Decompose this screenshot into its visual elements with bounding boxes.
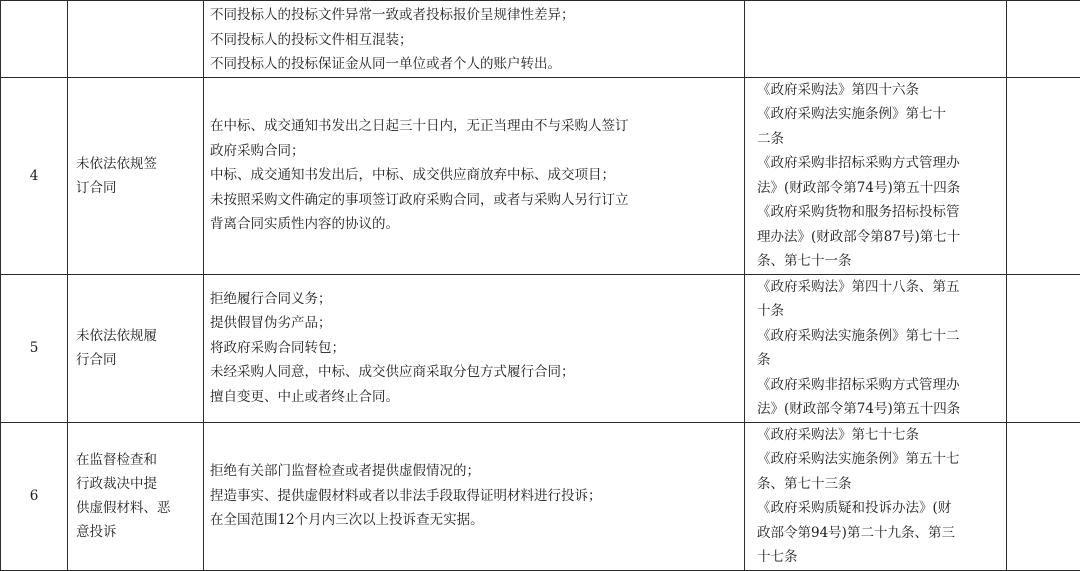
description-line: 未按照采购文件确定的事项签订政府采购合同，或者与采购人另行订立	[210, 188, 738, 213]
violation-type-cell	[68, 274, 204, 422]
description-line: 未经采购人同意，中标、成交供应商采取分包方式履行合同；	[210, 360, 738, 385]
description-line: 擅自变更、中止或者终止合同。	[210, 385, 738, 410]
legal-basis-line: 二条	[757, 127, 1002, 152]
description-line: 中标、成交通知书发出后，中标、成交供应商放弃中标、成交项目；	[210, 163, 738, 188]
violation-type-cell	[68, 422, 204, 570]
legal-basis-line: 《政府采购法》第七十七条	[757, 423, 1002, 448]
legal-basis-line: 法》(财政部令第74号)第五十四条	[757, 397, 1002, 422]
violation-type-line: 未依法依规履	[76, 324, 195, 348]
description-line: 不同投标人的投标文件异常一致或者投标报价呈规律性差异；	[210, 3, 738, 28]
violation-type-line: 供虚假材料、恶	[76, 496, 195, 520]
violation-description-cell	[204, 422, 745, 570]
legal-basis-line: 《政府采购法》第四十六条	[757, 78, 1002, 103]
violation-type-line: 订合同	[76, 176, 195, 200]
violation-type-line: 意投诉	[76, 520, 195, 544]
description-line: 在中标、成交通知书发出之日起三十日内，无正当理由不与采购人签订	[210, 114, 738, 139]
legal-basis-line: 《政府采购非招标采购方式管理办	[757, 151, 1002, 176]
legal-basis-line: 条	[757, 348, 1002, 373]
legal-basis-line: 《政府采购法实施条例》第七十	[757, 102, 1002, 127]
violation-type-line: 在监督检查和	[76, 448, 195, 472]
description-line: 拒绝履行合同义务；	[210, 287, 738, 312]
legal-basis-cell	[745, 1, 1007, 78]
violation-type-line: 行政裁决中提	[76, 472, 195, 496]
description-line: 提供假冒伪劣产品；	[210, 311, 738, 336]
row-number: 5	[30, 340, 39, 356]
remarks-cell	[1007, 274, 1080, 422]
description-line: 背离合同实质性内容的协议的。	[210, 212, 738, 237]
description-line: 不同投标人的投标文件相互混装；	[210, 28, 738, 53]
legal-basis-line: 《政府采购货物和服务招标投标管	[757, 200, 1002, 225]
table-row	[1, 1, 1080, 78]
legal-basis-line: 法》(财政部令第74号)第五十四条	[757, 176, 1002, 201]
legal-basis-line: 条、第七十一条	[757, 249, 1002, 274]
description-line: 不同投标人的投标保证金从同一单位或者个人的账户转出。	[210, 52, 738, 77]
table-row	[1, 422, 1080, 570]
violation-type-line: 行合同	[76, 348, 195, 372]
description-line: 政府采购合同；	[210, 139, 738, 164]
legal-basis-line: 《政府采购法实施条例》第五十七	[757, 447, 1002, 472]
legal-basis-line: 《政府采购非招标采购方式管理办	[757, 373, 1002, 398]
legal-basis-cell	[745, 274, 1007, 422]
legal-basis-line: 十七条	[757, 545, 1002, 570]
legal-basis-line: 理办法》(财政部令第87号)第七十	[757, 225, 1002, 250]
legal-basis-line: 十条	[757, 299, 1002, 324]
table-row	[1, 274, 1080, 422]
description-line: 在全国范围12个月内三次以上投诉查无实据。	[210, 508, 738, 533]
legal-basis-line: 政部令第94号)第二十九条、第三	[757, 521, 1002, 546]
violation-description-cell	[204, 77, 745, 274]
row-number: 4	[30, 168, 39, 184]
row-number-cell	[1, 274, 68, 422]
remarks-cell	[1007, 422, 1080, 570]
legal-basis-line: 《政府采购法实施条例》第七十二	[757, 324, 1002, 349]
legal-basis-cell	[745, 422, 1007, 570]
description-line: 拒绝有关部门监督检查或者提供虚假情况的；	[210, 459, 738, 484]
description-line: 将政府采购合同转包；	[210, 336, 738, 361]
remarks-cell	[1007, 1, 1080, 78]
row-number: 6	[30, 488, 39, 504]
row-number-cell	[1, 77, 68, 274]
violation-type-cell	[68, 1, 204, 78]
violation-description-cell	[204, 1, 745, 78]
description-line: 捏造事实、提供虚假材料或者以非法手段取得证明材料进行投诉；	[210, 484, 738, 509]
row-number-cell	[1, 422, 68, 570]
table-row	[1, 77, 1080, 274]
violation-type-cell	[68, 77, 204, 274]
violation-type-line: 未依法依规签	[76, 152, 195, 176]
legal-basis-line: 《政府采购质疑和投诉办法》(财	[757, 496, 1002, 521]
legal-basis-line: 《政府采购法》第四十八条、第五	[757, 275, 1002, 300]
violation-description-cell	[204, 274, 745, 422]
legal-basis-line: 条、第七十三条	[757, 472, 1002, 497]
legal-basis-cell	[745, 77, 1007, 274]
remarks-cell	[1007, 77, 1080, 274]
row-number-cell	[1, 1, 68, 78]
